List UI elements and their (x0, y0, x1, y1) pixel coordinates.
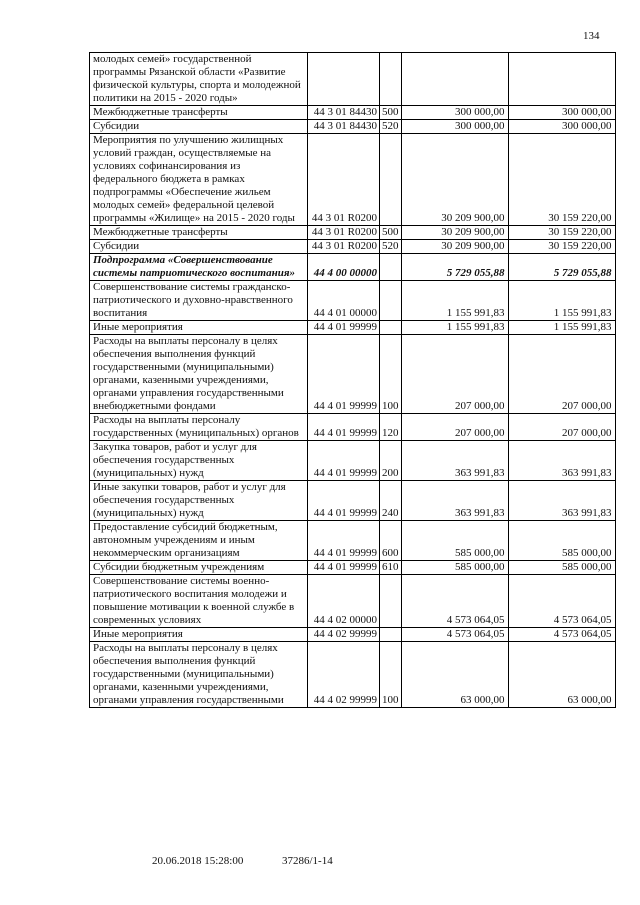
row-code-cell: 44 3 01 R0200 (308, 240, 380, 254)
row-name-cell: Подпрограмма «Совершенствование системы патриотического воспитания» (90, 254, 308, 281)
table-row (90, 281, 616, 321)
row-expense-type-cell (380, 53, 402, 106)
row-expense-type-cell (380, 281, 402, 321)
row-code-cell: 44 4 01 99999 (308, 561, 380, 575)
row-name-cell: Совершенствование системы гражданско-патриотического и духовно-нравственного воспитания (90, 281, 308, 321)
row-amount-2019-cell: 207 000,00 (401, 335, 508, 414)
row-amount-2019-cell: 300 000,00 (401, 106, 508, 120)
row-expense-type-cell: 240 (380, 481, 402, 521)
row-amount-2019-cell: 300 000,00 (401, 120, 508, 134)
row-code-cell: 44 4 02 00000 (308, 575, 380, 628)
row-name-cell: Предоставление субсидий бюджетным, автономным учреждениям и иным некоммерческим организациям (90, 521, 308, 561)
row-code-cell: 44 3 01 84430 (308, 106, 380, 120)
row-amount-2020-cell: 585 000,00 (508, 561, 615, 575)
row-amount-2019-cell: 30 209 900,00 (401, 134, 508, 226)
row-code-cell: 44 3 01 R0200 (308, 134, 380, 226)
row-amount-2019-cell: 363 991,83 (401, 441, 508, 481)
row-code-cell: 44 4 01 99999 (308, 414, 380, 441)
budget-table (89, 52, 616, 708)
row-name-cell: Расходы на выплаты персоналу в целях обеспечения выполнения функций государственными (муниципальными) органами, казенными учреждениями, органами управления государственными внебюджетными фондами (90, 335, 308, 414)
row-name-cell: Иные закупки товаров, работ и услуг для обеспечения государственных (муниципальных) нужд (90, 481, 308, 521)
row-amount-2019-cell: 585 000,00 (401, 521, 508, 561)
row-name-cell: Совершенствование системы военно-патриотического воспитания молодежи и повышение мотивации к военной службе в современных условиях (90, 575, 308, 628)
table-row (90, 561, 616, 575)
row-amount-2019-cell: 4 573 064,05 (401, 628, 508, 642)
row-code-cell: 44 4 01 99999 (308, 335, 380, 414)
row-code-cell: 44 4 01 99999 (308, 441, 380, 481)
row-name-cell: Мероприятия по улучшению жилищных условий граждан, осуществляемые на условиях софинансирования из федерального бюджета в рамках подпрограммы «Обеспечение жильем молодых семей» федеральной целевой программы «Жилище» на 2015 - 2020 годы (90, 134, 308, 226)
row-expense-type-cell: 120 (380, 414, 402, 441)
table-row (90, 441, 616, 481)
row-name-cell: Межбюджетные трансферты (90, 226, 308, 240)
row-amount-2020-cell: 207 000,00 (508, 414, 615, 441)
row-name-cell: Субсидии (90, 120, 308, 134)
row-code-cell: 44 4 01 99999 (308, 481, 380, 521)
row-name-cell: Закупка товаров, работ и услуг для обеспечения государственных (муниципальных) нужд (90, 441, 308, 481)
row-amount-2019-cell: 30 209 900,00 (401, 240, 508, 254)
table-row (90, 414, 616, 441)
row-amount-2019-cell: 207 000,00 (401, 414, 508, 441)
row-amount-2020-cell: 207 000,00 (508, 335, 615, 414)
table-row (90, 642, 616, 708)
row-amount-2020-cell: 30 159 220,00 (508, 134, 615, 226)
row-amount-2019-cell: 1 155 991,83 (401, 321, 508, 335)
table-row (90, 134, 616, 226)
row-code-cell: 44 4 01 00000 (308, 281, 380, 321)
table-row (90, 254, 616, 281)
page-number: 134 (583, 30, 600, 42)
footer-datetime: 20.06.2018 15:28:00 (152, 855, 244, 867)
row-expense-type-cell (380, 134, 402, 226)
row-expense-type-cell: 200 (380, 441, 402, 481)
row-amount-2020-cell: 4 573 064,05 (508, 628, 615, 642)
row-expense-type-cell (380, 628, 402, 642)
row-amount-2019-cell (401, 53, 508, 106)
row-code-cell: 44 3 01 84430 (308, 120, 380, 134)
row-expense-type-cell: 100 (380, 335, 402, 414)
row-amount-2019-cell: 4 573 064,05 (401, 575, 508, 628)
row-amount-2020-cell: 363 991,83 (508, 481, 615, 521)
table-row (90, 321, 616, 335)
table-row (90, 521, 616, 561)
row-amount-2020-cell: 300 000,00 (508, 106, 615, 120)
row-amount-2020-cell: 4 573 064,05 (508, 575, 615, 628)
row-amount-2019-cell: 585 000,00 (401, 561, 508, 575)
table-row (90, 106, 616, 120)
row-code-cell: 44 4 01 99999 (308, 321, 380, 335)
row-name-cell: Расходы на выплаты персоналу государственных (муниципальных) органов (90, 414, 308, 441)
row-amount-2020-cell: 5 729 055,88 (508, 254, 615, 281)
row-amount-2020-cell: 585 000,00 (508, 521, 615, 561)
table-row (90, 120, 616, 134)
row-amount-2019-cell: 5 729 055,88 (401, 254, 508, 281)
row-amount-2019-cell: 63 000,00 (401, 642, 508, 708)
row-name-cell: Иные мероприятия (90, 321, 308, 335)
row-name-cell: Иные мероприятия (90, 628, 308, 642)
row-amount-2020-cell: 1 155 991,83 (508, 321, 615, 335)
footer-doc-number: 37286/1-14 (282, 855, 333, 867)
row-expense-type-cell: 500 (380, 226, 402, 240)
row-name-cell: Межбюджетные трансферты (90, 106, 308, 120)
row-expense-type-cell: 100 (380, 642, 402, 708)
table-row (90, 226, 616, 240)
row-code-cell: 44 3 01 R0200 (308, 226, 380, 240)
row-name-cell: Субсидии (90, 240, 308, 254)
table-row (90, 575, 616, 628)
row-code-cell: 44 4 02 99999 (308, 642, 380, 708)
row-expense-type-cell: 520 (380, 120, 402, 134)
row-name-cell: Расходы на выплаты персоналу в целях обеспечения выполнения функций государственными (муниципальными) органами, казенными учреждениями, органами управления государственными (90, 642, 308, 708)
row-expense-type-cell (380, 254, 402, 281)
row-amount-2020-cell: 63 000,00 (508, 642, 615, 708)
row-code-cell: 44 4 00 00000 (308, 254, 380, 281)
row-amount-2019-cell: 30 209 900,00 (401, 226, 508, 240)
table-row (90, 481, 616, 521)
table-row (90, 53, 616, 106)
table-row (90, 240, 616, 254)
table-row (90, 628, 616, 642)
row-amount-2020-cell: 30 159 220,00 (508, 240, 615, 254)
row-amount-2020-cell: 363 991,83 (508, 441, 615, 481)
row-amount-2020-cell: 300 000,00 (508, 120, 615, 134)
row-code-cell: 44 4 02 99999 (308, 628, 380, 642)
row-amount-2019-cell: 1 155 991,83 (401, 281, 508, 321)
row-code-cell (308, 53, 380, 106)
row-expense-type-cell: 500 (380, 106, 402, 120)
row-expense-type-cell (380, 575, 402, 628)
table-row (90, 335, 616, 414)
row-expense-type-cell: 610 (380, 561, 402, 575)
row-name-cell: Субсидии бюджетным учреждениям (90, 561, 308, 575)
row-amount-2020-cell: 30 159 220,00 (508, 226, 615, 240)
budget-table-body (90, 53, 616, 708)
row-expense-type-cell: 520 (380, 240, 402, 254)
row-code-cell: 44 4 01 99999 (308, 521, 380, 561)
row-amount-2020-cell: 1 155 991,83 (508, 281, 615, 321)
row-name-cell: молодых семей» государственной программы Рязанской области «Развитие физической культуры, спорта и молодежной политики на 2015 - 2020 годы» (90, 53, 308, 106)
row-amount-2020-cell (508, 53, 615, 106)
row-expense-type-cell: 600 (380, 521, 402, 561)
row-expense-type-cell (380, 321, 402, 335)
row-amount-2019-cell: 363 991,83 (401, 481, 508, 521)
